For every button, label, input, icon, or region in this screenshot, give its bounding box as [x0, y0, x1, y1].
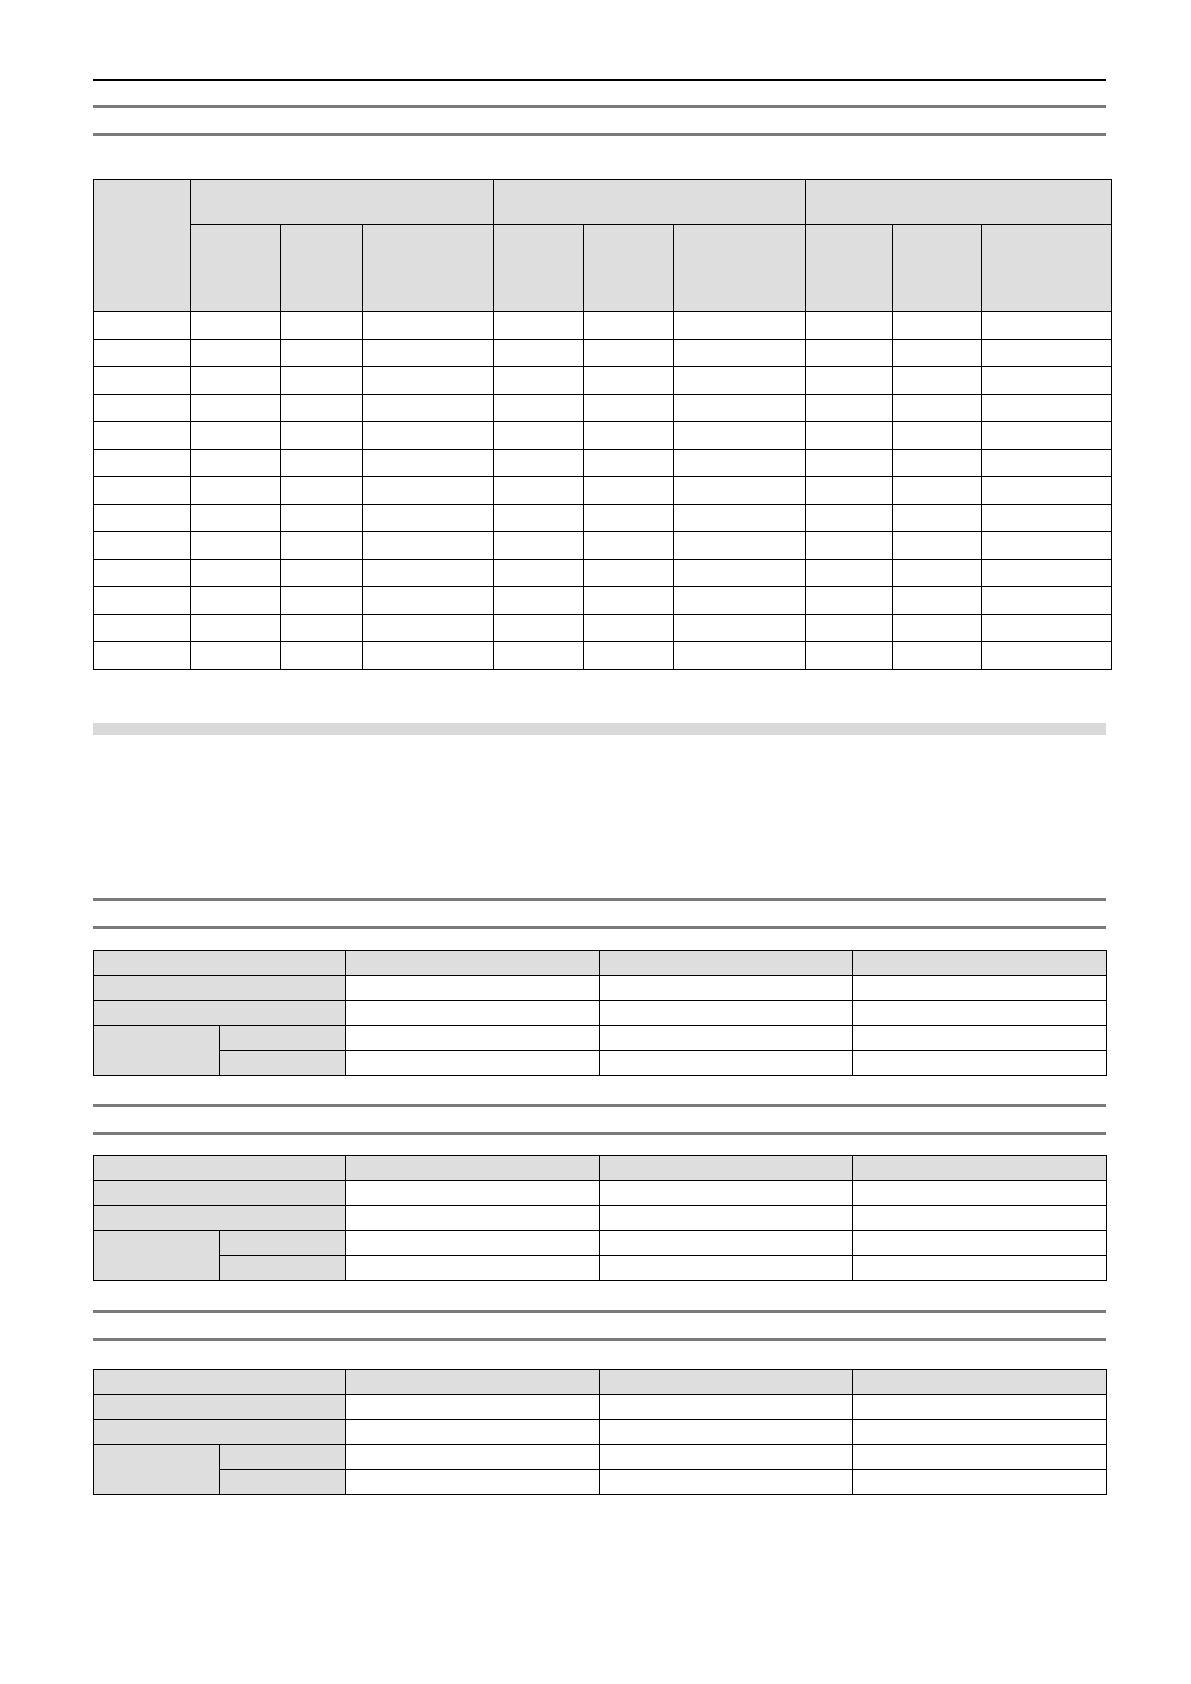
table-cell [893, 559, 982, 587]
table-cell [494, 477, 584, 505]
table-cell [363, 394, 494, 422]
main-table-group-header [494, 180, 806, 225]
table-header-cell [346, 1156, 600, 1181]
table-cell [346, 1001, 600, 1026]
table-cell [674, 559, 806, 587]
table-cell [982, 587, 1112, 615]
table-cell [94, 642, 191, 670]
table-cell [806, 394, 893, 422]
table-cell [853, 976, 1107, 1001]
table-cell [94, 339, 191, 367]
table-cell [494, 532, 584, 560]
table-cell [191, 504, 281, 532]
table-cell [584, 449, 674, 477]
section-heading-top-rule [93, 1104, 1106, 1107]
table-cell [191, 642, 281, 670]
table-cell [94, 614, 191, 642]
table-cell [584, 614, 674, 642]
table-cell [893, 504, 982, 532]
table-cell [853, 1181, 1107, 1206]
table-cell [346, 1256, 600, 1281]
table-cell [94, 394, 191, 422]
table-cell [600, 1181, 853, 1206]
table-header-cell [220, 1445, 346, 1470]
table-cell [893, 587, 982, 615]
table-cell [806, 449, 893, 477]
main-table-sub-header [806, 225, 893, 312]
table-cell [806, 614, 893, 642]
table-row [94, 587, 1112, 615]
table-cell [674, 394, 806, 422]
table-cell [600, 1445, 853, 1470]
table-cell [982, 394, 1112, 422]
section-heading-bottom-rule [93, 133, 1106, 136]
table-cell [346, 976, 600, 1001]
table-cell [191, 367, 281, 395]
table-cell [806, 504, 893, 532]
table-cell [806, 339, 893, 367]
table-row [94, 1420, 1107, 1445]
table-header-cell [94, 1156, 346, 1181]
table-header-cell [94, 1026, 220, 1076]
table-cell [584, 587, 674, 615]
table-cell [363, 422, 494, 450]
table-cell [494, 449, 584, 477]
table-row [94, 532, 1112, 560]
table-cell [281, 339, 363, 367]
table-header-cell [600, 1370, 853, 1395]
table-cell [853, 1256, 1107, 1281]
table-cell [584, 422, 674, 450]
table-header-cell [220, 1051, 346, 1076]
table-header-cell [94, 1001, 346, 1026]
table-row [94, 312, 1112, 340]
table-row [94, 1026, 1107, 1051]
table-cell [94, 422, 191, 450]
table-cell [806, 312, 893, 340]
table-cell [363, 449, 494, 477]
table-cell [346, 1231, 600, 1256]
table-cell [674, 422, 806, 450]
section-heading [93, 1315, 1106, 1335]
table-cell [281, 449, 363, 477]
table-cell [346, 1445, 600, 1470]
table-cell [806, 477, 893, 505]
table-cell [674, 587, 806, 615]
main-table-sub-header [674, 225, 806, 312]
table-cell [281, 477, 363, 505]
table-cell [494, 559, 584, 587]
main-table-corner-header [94, 180, 191, 312]
table-cell [853, 1231, 1107, 1256]
main-table-sub-header [982, 225, 1112, 312]
table-header-cell [94, 976, 346, 1001]
table-row [94, 1001, 1107, 1026]
section-divider-band [93, 723, 1106, 735]
table-header-cell [94, 1420, 346, 1445]
table-cell [674, 642, 806, 670]
section-heading-bottom-rule [93, 1132, 1106, 1135]
table-cell [584, 504, 674, 532]
table-cell [494, 367, 584, 395]
table-cell [893, 367, 982, 395]
table-cell [600, 1001, 853, 1026]
table-cell [281, 532, 363, 560]
table-cell [806, 422, 893, 450]
table-cell [893, 532, 982, 560]
table-cell [346, 1206, 600, 1231]
table-cell [600, 1051, 853, 1076]
table-cell [806, 559, 893, 587]
table-cell [600, 1395, 853, 1420]
main-table-group-header [806, 180, 1112, 225]
table-cell [191, 449, 281, 477]
table-cell [584, 367, 674, 395]
table-header-cell [600, 951, 853, 976]
table-cell [674, 449, 806, 477]
table-cell [281, 422, 363, 450]
table-cell [191, 587, 281, 615]
table-cell [363, 367, 494, 395]
table-cell [893, 614, 982, 642]
table-cell [584, 394, 674, 422]
table-cell [281, 504, 363, 532]
table-cell [806, 532, 893, 560]
table-row [94, 477, 1112, 505]
table-cell [363, 587, 494, 615]
table-row [94, 449, 1112, 477]
table-cell [982, 532, 1112, 560]
table-header-cell [600, 1156, 853, 1181]
table-header-cell [94, 1395, 346, 1420]
table-row [94, 394, 1112, 422]
table-cell [94, 587, 191, 615]
table-header-cell [346, 951, 600, 976]
table-cell [853, 1026, 1107, 1051]
table-cell [94, 532, 191, 560]
section-heading-bottom-rule [93, 926, 1106, 929]
section-heading-top-rule [93, 1310, 1106, 1313]
table-cell [853, 1051, 1107, 1076]
table-row [94, 1470, 1107, 1495]
table-header-cell [346, 1370, 600, 1395]
section-heading [93, 903, 1106, 923]
main-table-sub-header [363, 225, 494, 312]
table-cell [584, 559, 674, 587]
table-cell [982, 422, 1112, 450]
table-header-row [94, 951, 1107, 976]
main-table-group-header-row [94, 180, 1112, 225]
table-cell [600, 1206, 853, 1231]
table-row [94, 1231, 1107, 1256]
table-cell [281, 642, 363, 670]
table-cell [982, 339, 1112, 367]
table-cell [584, 642, 674, 670]
table-header-cell [220, 1256, 346, 1281]
table-cell [806, 587, 893, 615]
table-cell [346, 1395, 600, 1420]
table-cell [853, 1206, 1107, 1231]
table-row [94, 1395, 1107, 1420]
table-cell [674, 477, 806, 505]
table-cell [494, 504, 584, 532]
table-header-cell [94, 1206, 346, 1231]
table-cell [346, 1026, 600, 1051]
table-cell [363, 614, 494, 642]
table-cell [281, 312, 363, 340]
table-row [94, 1051, 1107, 1076]
table-header-row [94, 1156, 1107, 1181]
table-cell [363, 532, 494, 560]
table-cell [982, 614, 1112, 642]
spec-table-2 [93, 1155, 1107, 1281]
table-cell [982, 559, 1112, 587]
main-table-group-header [191, 180, 494, 225]
spec-table-1 [93, 950, 1107, 1076]
table-cell [853, 1001, 1107, 1026]
table-cell [191, 339, 281, 367]
table-cell [853, 1445, 1107, 1470]
table-cell [853, 1395, 1107, 1420]
table-cell [94, 559, 191, 587]
table-cell [346, 1420, 600, 1445]
table-cell [494, 614, 584, 642]
table-header-row [94, 1370, 1107, 1395]
table-cell [893, 394, 982, 422]
main-table-sub-header [584, 225, 674, 312]
table-cell [893, 449, 982, 477]
table-cell [191, 312, 281, 340]
section-heading [93, 1109, 1106, 1129]
section-heading-top-rule [93, 105, 1106, 108]
main-table-sub-header [893, 225, 982, 312]
table-cell [191, 532, 281, 560]
table-cell [584, 532, 674, 560]
page-top-rule [93, 79, 1106, 81]
table-row [94, 367, 1112, 395]
main-table-sub-header-row [94, 225, 1112, 312]
table-row [94, 1181, 1107, 1206]
table-header-cell [853, 951, 1107, 976]
table-cell [674, 532, 806, 560]
table-cell [281, 367, 363, 395]
table-cell [674, 367, 806, 395]
table-cell [982, 504, 1112, 532]
table-cell [281, 394, 363, 422]
table-cell [281, 559, 363, 587]
table-cell [674, 504, 806, 532]
main-table-sub-header [281, 225, 363, 312]
table-header-cell [94, 1370, 346, 1395]
section-heading-bottom-rule [93, 1338, 1106, 1341]
table-cell [584, 477, 674, 505]
table-cell [584, 312, 674, 340]
table-cell [494, 587, 584, 615]
table-row [94, 422, 1112, 450]
table-cell [191, 614, 281, 642]
table-cell [600, 1231, 853, 1256]
table-cell [600, 1026, 853, 1051]
table-row [94, 504, 1112, 532]
table-cell [806, 642, 893, 670]
table-header-cell [94, 951, 346, 976]
table-cell [191, 559, 281, 587]
table-cell [346, 1181, 600, 1206]
table-cell [191, 477, 281, 505]
table-cell [982, 312, 1112, 340]
table-cell [600, 976, 853, 1001]
table-cell [982, 642, 1112, 670]
table-cell [893, 422, 982, 450]
table-cell [191, 394, 281, 422]
table-cell [674, 339, 806, 367]
table-cell [363, 559, 494, 587]
table-header-cell [220, 1026, 346, 1051]
table-cell [893, 339, 982, 367]
table-cell [982, 477, 1112, 505]
table-cell [363, 642, 494, 670]
table-row [94, 976, 1107, 1001]
table-cell [674, 312, 806, 340]
table-cell [346, 1470, 600, 1495]
table-cell [94, 449, 191, 477]
table-cell [94, 477, 191, 505]
table-header-cell [853, 1156, 1107, 1181]
spec-table-3 [93, 1369, 1107, 1495]
table-cell [600, 1256, 853, 1281]
table-cell [893, 312, 982, 340]
table-cell [893, 477, 982, 505]
table-cell [494, 642, 584, 670]
section-heading [93, 110, 1106, 130]
table-cell [94, 367, 191, 395]
table-cell [600, 1470, 853, 1495]
table-cell [94, 504, 191, 532]
table-header-cell [853, 1370, 1107, 1395]
section-heading-top-rule [93, 898, 1106, 901]
table-row [94, 1256, 1107, 1281]
table-row [94, 339, 1112, 367]
table-cell [363, 477, 494, 505]
table-header-cell [94, 1445, 220, 1495]
table-cell [494, 312, 584, 340]
table-cell [363, 312, 494, 340]
table-row [94, 614, 1112, 642]
main-table-sub-header [191, 225, 281, 312]
table-header-cell [220, 1231, 346, 1256]
table-cell [363, 504, 494, 532]
table-cell [674, 614, 806, 642]
table-cell [982, 449, 1112, 477]
table-cell [494, 339, 584, 367]
table-header-cell [94, 1181, 346, 1206]
table-cell [281, 587, 363, 615]
table-cell [191, 422, 281, 450]
table-header-cell [220, 1470, 346, 1495]
table-row [94, 1445, 1107, 1470]
table-cell [893, 642, 982, 670]
table-header-cell [94, 1231, 220, 1281]
table-cell [346, 1051, 600, 1076]
table-row [94, 559, 1112, 587]
table-cell [281, 614, 363, 642]
table-row [94, 1206, 1107, 1231]
main-spec-table [93, 179, 1112, 670]
table-cell [94, 312, 191, 340]
table-cell [584, 339, 674, 367]
table-row [94, 642, 1112, 670]
main-table-sub-header [494, 225, 584, 312]
table-cell [853, 1470, 1107, 1495]
table-cell [494, 422, 584, 450]
table-cell [363, 339, 494, 367]
table-cell [494, 394, 584, 422]
table-cell [853, 1420, 1107, 1445]
table-cell [806, 367, 893, 395]
table-cell [982, 367, 1112, 395]
table-cell [600, 1420, 853, 1445]
